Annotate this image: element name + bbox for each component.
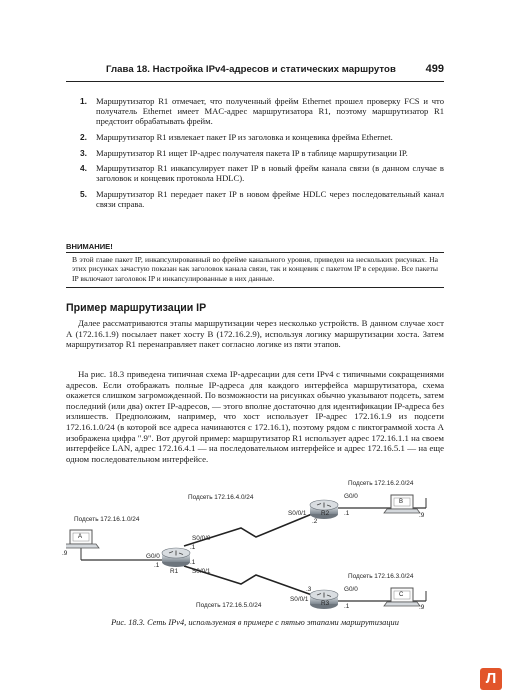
r3-s001-label: S0/0/1 [290, 596, 309, 603]
r2-g00-address: .1 [344, 510, 350, 517]
warning-top-rule [66, 252, 444, 253]
router-r1-icon [162, 548, 190, 567]
router-r2-name: R2 [321, 510, 330, 517]
step-text: Маршрутизатор R1 ищет IP-адрес получателя пакета IP в таблице маршрутизации IP. [96, 147, 408, 158]
host-b-address: .9 [419, 512, 425, 519]
host-a-name: A [78, 534, 83, 540]
subnet-5-label: Подсеть 172.16.5.0/24 [196, 602, 262, 609]
r2-s001-address: .2 [312, 518, 318, 525]
publisher-logo-badge[interactable]: Л [480, 668, 502, 690]
step-number: 5. [80, 188, 87, 199]
r1-s000-address: .1 [190, 544, 196, 551]
step-item [80, 132, 444, 142]
r1-g00-address: .1 [154, 562, 160, 569]
warning-bottom-rule [66, 287, 444, 288]
page-number: 499 [425, 63, 444, 75]
subnet-3-label: Подсеть 172.16.3.0/24 [348, 573, 414, 580]
r2-s001-label: S0/0/1 [288, 510, 307, 517]
r1-s001-address: .1 [190, 559, 196, 566]
step-number: 3. [80, 147, 87, 158]
host-a-address: .9 [62, 550, 68, 557]
step-text: Маршрутизатор R1 отмечает, что полученный фрейм Ethernet прошел проверку FCS и что получатель Ethernet имеет MAC-адрес маршрутизатора R1, поэтому маршрутизатор R1 предстоит обрабатывать фрейм. [96, 96, 444, 127]
r1-s001-label: S0/0/1 [192, 568, 211, 575]
numbered-steps [80, 96, 444, 215]
step-number: 4. [80, 163, 87, 174]
figure-caption: Рис. 18.3. Сеть IPv4, используемая в примере с пятью этапами маршрутизации [111, 618, 399, 627]
subnet-4-label: Подсеть 172.16.4.0/24 [188, 494, 254, 501]
paragraph: На рис. 18.3 приведена типичная схема IP-адресации для сети IPv4 с типичными сокращениями адресов. Если отображать полные IP-адреса для каждого интерфейса маршрутизатора, схема окажется слишком загроможденной. По возможности на рисунках обычно указывают подсеть, затем последний (или два) октет IP-адресов, — этого вполне достаточно для идентификации IP-адреса без излишеств. Предположим, например, что хост использует IP-адрес 172.16.1.9 из подсети 172.16.1.0/24 (в которой все адреса начинаются с 172.16.1), поэтому рядом с пиктограммой хоста А изображена цифра ".9". Вот другой пример: маршрутизатор R1 использует адрес 172.16.1.1 на своем интерфейсе LAN, адрес 172.16.4.1 — на последовательном интерфейсе и адрес 172.16.5.1 — на еще одном последовательном интерфейсе. [66, 369, 444, 464]
step-number: 2. [80, 132, 87, 142]
host-a-laptop-icon [66, 530, 99, 548]
step-item [80, 96, 444, 127]
subnet-2-label: Подсеть 172.16.2.0/24 [348, 480, 414, 487]
r3-g00-address: .1 [344, 603, 350, 610]
step-text: Маршрутизатор R1 извлекает пакет IP из заголовка и концевика фрейма Ethernet. [96, 132, 393, 142]
host-c-name: C [399, 592, 404, 598]
r2-g00-label: G0/0 [344, 493, 358, 500]
header-rule [66, 81, 444, 82]
step-item [80, 163, 444, 183]
subnet-a-label: Подсеть 172.16.1.0/24 [74, 516, 140, 523]
warning-text: В этой главе пакет IP, инкапсулированный во фрейме канального уровня, приведен на нескольких рисунках. На этих рисунках зачастую показан как заголовок канала связи, так и концевик с пакетом IP в середине. Все пакеты IP включают заголовок IP и инкапсулированные в них данные. [72, 255, 438, 283]
host-c-address: .9 [419, 604, 425, 611]
step-number: 1. [80, 96, 87, 106]
running-header [66, 64, 444, 78]
paragraph: Далее рассматриваются этапы маршрутизации через несколько устройств. В данном случае хост А (172.16.1.9) посылает пакет хосту В (172.16.2.9), используя логику маршрутизации хоста. Затем маршрутизатор R1 перенаправляет пакет согласно логике из пяти этапов. [66, 318, 444, 350]
router-r1-name: R1 [170, 568, 179, 575]
router-r3-name: R3 [321, 600, 330, 607]
step-text: Маршрутизатор R1 передает пакет IP в новом фрейме HDLC через последовательный канал связи справа. [96, 188, 444, 210]
r3-g00-label: G0/0 [344, 586, 358, 593]
step-item [80, 189, 444, 209]
r1-g00-label: G0/0 [146, 553, 160, 560]
step-item [80, 148, 444, 158]
host-b-name: B [399, 499, 404, 505]
network-diagram-graphics [66, 480, 444, 612]
r3-s001-address: .3 [306, 586, 312, 593]
r1-s000-label: S0/0/0 [192, 535, 211, 542]
network-diagram [62, 480, 444, 612]
chapter-title: Глава 18. Настройка IPv4-адресов и статических маршрутов [106, 64, 396, 75]
step-text: Маршрутизатор R1 инкапсулирует пакет IP в новый фрейм канала связи (в данном случае в заголовок и концевик протокола HDLC). [96, 163, 444, 184]
warning-title: ВНИМАНИЕ! [66, 242, 113, 251]
section-heading: Пример маршрутизации IP [66, 302, 207, 314]
